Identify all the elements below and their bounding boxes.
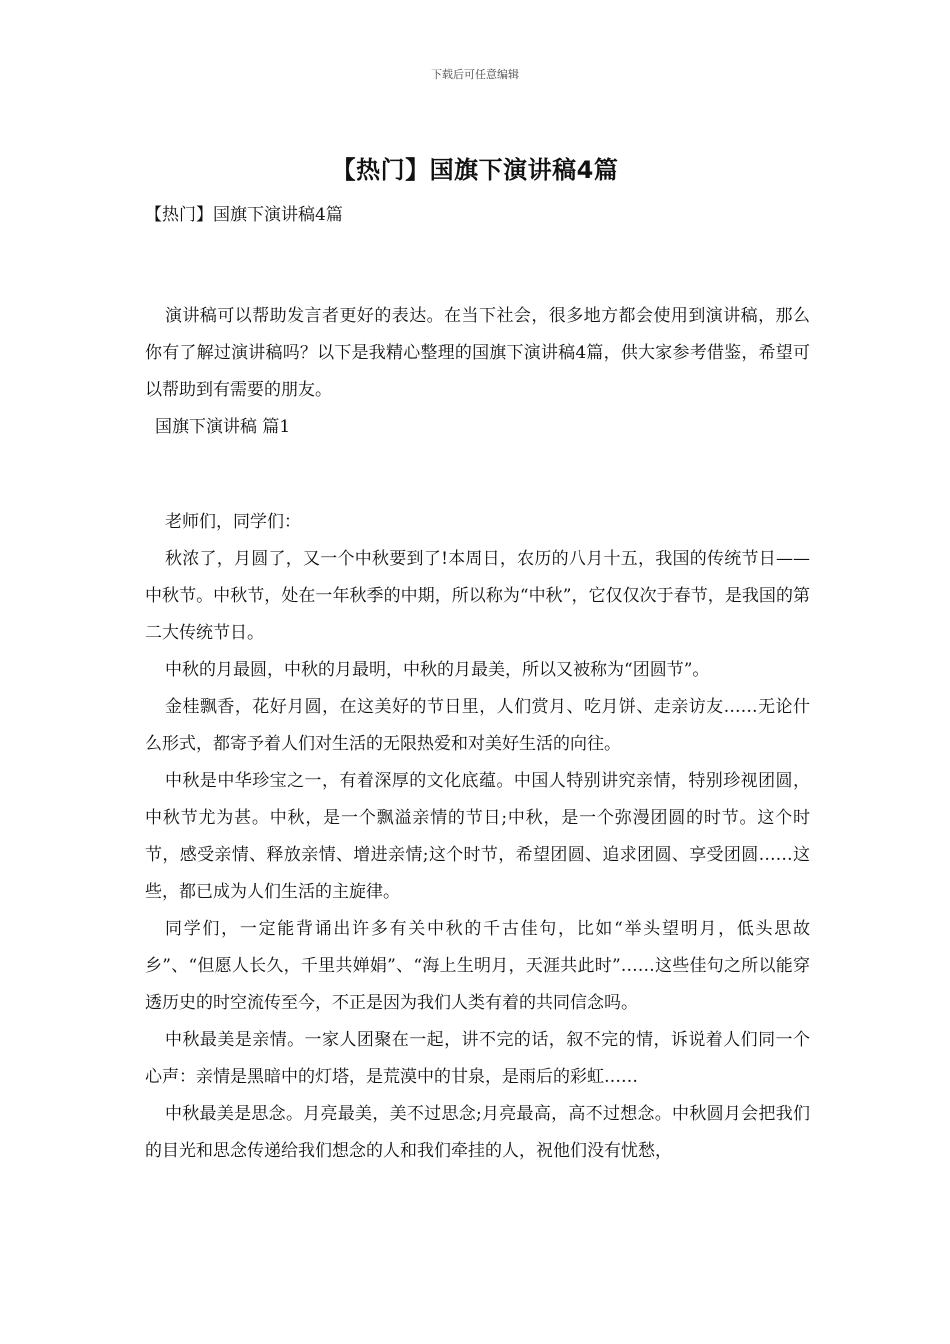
spacer [145, 446, 810, 504]
paragraph: 老师们，同学们： [165, 512, 301, 532]
paragraph: 中秋最美是亲情。一家人团聚在一起，讲不完的话，叙不完的情，诉说着人们同一个心声：亲情是黑暗中的灯塔，是荒漠中的甘泉，是雨后的彩虹…… [145, 1030, 810, 1087]
intro-paragraph: 演讲稿可以帮助发言者更好的表达。在当下社会，很多地方都会使用到演讲稿，那么你有了解过演讲稿吗？以下是我精心整理的国旗下演讲稿4篇，供大家参考借鉴，希望可以帮助到有需要的朋友。 [145, 306, 810, 400]
paragraph: 金桂飘香，花好月圆，在这美好的节日里，人们赏月、吃月饼、走亲访友……无论什么形式，都寄予着人们对生活的无限热爱和对美好生活的向往。 [145, 697, 810, 754]
paragraph: 中秋最美是思念。月亮最美，美不过思念;月亮最高，高不过想念。中秋圆月会把我们的目光和思念传递给我们想念的人和我们牵挂的人，祝他们没有忧愁， [145, 1104, 810, 1161]
section-heading: 国旗下演讲稿 篇1 [155, 417, 291, 437]
paragraph: 同学们，一定能背诵出许多有关中秋的千古佳句，比如“举头望明月，低头思故乡”、“但愿人长久，千里共婵娟”、“海上生明月，天涯共此时”……这些佳句之所以能穿透历史的时空流传至今，不正是因为我们人类有着的共同信念吗。 [145, 919, 810, 1013]
paragraph: 中秋的月最圆，中秋的月最明，中秋的月最美，所以又被称为“团圆节”。 [165, 660, 710, 680]
paragraph: 中秋是中华珍宝之一，有着深厚的文化底蕴。中国人特别讲究亲情，特别珍视团圆，中秋节尤为甚。中秋，是一个飘溢亲情的节日;中秋，是一个弥漫团圆的时节。这个时节，感受亲情、释放亲情、增进亲情;这个时节，希望团圆、追求团圆、享受团圆……这些，都已成为人们生活的主旋律。 [145, 771, 810, 902]
document-body [145, 298, 810, 1170]
document-title: 【热门】国旗下演讲稿4篇 [331, 156, 619, 184]
paragraph: 秋浓了，月圆了，又一个中秋要到了!本周日，农历的八月十五，我国的传统节日——中秋节。中秋节，处在一年秋季的中期，所以称为“中秋”，它仅仅次于春节，是我国的第二大传统节日。 [145, 549, 810, 643]
document-subtitle: 【热门】国旗下演讲稿4篇 [145, 205, 343, 225]
header-note: 下载后可任意编辑 [431, 68, 519, 81]
